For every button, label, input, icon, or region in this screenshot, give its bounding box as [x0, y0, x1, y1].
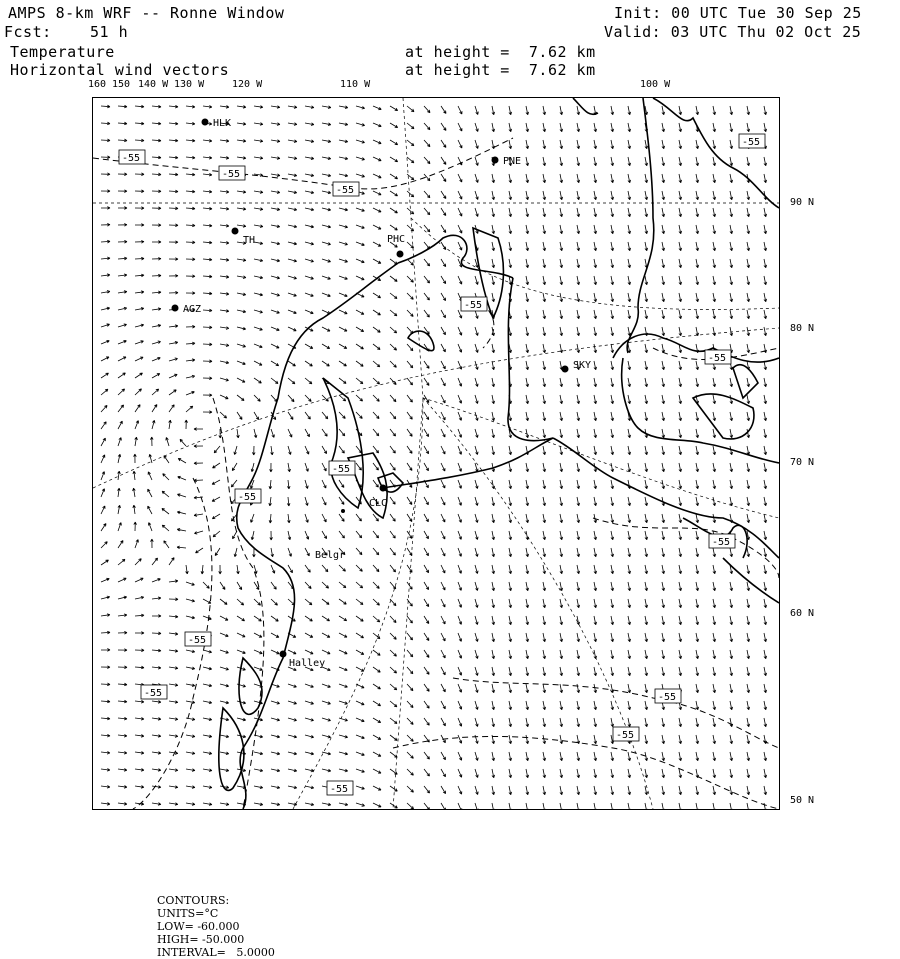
svg-text:HLK: HLK [213, 118, 232, 129]
svg-text:-55: -55 [122, 153, 141, 164]
svg-text:-55: -55 [742, 137, 761, 148]
forecast-hours: 51 h [90, 23, 129, 41]
field1-height: at height = 7.62 km [405, 43, 596, 61]
svg-text:Belgr: Belgr [315, 550, 346, 561]
wind-vector-field [101, 105, 767, 809]
map-title: AMPS 8-km WRF -- Ronne Window [8, 4, 285, 22]
station-agz [172, 304, 202, 315]
svg-text:-55: -55 [708, 353, 727, 364]
svg-text:CLC: CLC [369, 498, 388, 509]
contours-label: CONTOURS: [157, 894, 230, 907]
init-time: Init: 00 UTC Tue 30 Sep 25 [614, 4, 862, 22]
contour-label [709, 534, 735, 548]
lon-label-160: 160 [88, 79, 107, 90]
lat-label-60: 60 N [790, 608, 815, 619]
svg-text:-55: -55 [658, 692, 677, 703]
contour-label [219, 166, 245, 180]
contour-label [333, 182, 359, 196]
lat-label-50: 50 N [790, 795, 815, 806]
contour-label [655, 689, 681, 703]
station-hlk [202, 118, 232, 129]
high-value: HIGH= -50.000 [157, 933, 245, 946]
valid-time: Valid: 03 UTC Thu 02 Oct 25 [604, 23, 862, 41]
contour-label [327, 781, 353, 795]
lat-label-70: 70 N [790, 457, 815, 468]
units-label: UNITS=°C [157, 907, 219, 920]
lon-label-110: 110 W [340, 79, 371, 90]
contour-label [705, 350, 731, 364]
field2-height: at height = 7.62 km [405, 61, 596, 79]
station-sky [562, 360, 592, 373]
contour-legend [150, 881, 289, 959]
field2-name: Horizontal wind vectors [10, 61, 230, 79]
contour-label [235, 489, 261, 503]
lat-label-90: 90 N [790, 197, 815, 208]
svg-text:-55: -55 [238, 492, 257, 503]
svg-text:-55: -55 [144, 688, 163, 699]
lon-label-150: 150 [112, 79, 131, 90]
wind-arrows [101, 105, 767, 809]
lon-label-130: 130 W [174, 79, 205, 90]
station-markers [172, 118, 592, 669]
svg-text:SKY: SKY [573, 360, 592, 371]
station-th [232, 228, 256, 247]
contour-label [141, 685, 167, 699]
svg-text:TH: TH [243, 235, 256, 246]
station-pne [492, 156, 522, 167]
contour-label [329, 461, 355, 475]
map-canvas [93, 98, 779, 809]
station-halley [280, 651, 326, 670]
temperature-contours [93, 138, 779, 809]
svg-text:PHC: PHC [387, 234, 406, 245]
low-value: LOW= -60.000 [157, 920, 240, 933]
contour-label [119, 150, 145, 164]
lon-label-140: 140 W [138, 79, 169, 90]
contour-label [185, 632, 211, 646]
svg-text:PNE: PNE [503, 156, 522, 167]
svg-text:-55: -55 [464, 300, 483, 311]
lat-label-80: 80 N [790, 323, 815, 334]
svg-text:AGZ: AGZ [183, 304, 202, 315]
svg-text:-55: -55 [222, 169, 241, 180]
interval-value: INTERVAL= 5.0000 [157, 946, 275, 959]
coastlines [219, 98, 779, 809]
contour-label [739, 134, 765, 148]
lon-label-100: 100 W [640, 79, 671, 90]
svg-text:-55: -55 [330, 784, 349, 795]
field1-name: Temperature [10, 43, 115, 61]
station-clc [369, 485, 387, 510]
lon-label-120: 120 W [232, 79, 263, 90]
forecast-label: Fcst: [4, 23, 52, 41]
svg-text:-55: -55 [712, 537, 731, 548]
svg-text:-55: -55 [616, 730, 635, 741]
contour-label [461, 297, 487, 311]
svg-text:Halley: Halley [289, 658, 326, 669]
svg-text:-55: -55 [336, 185, 355, 196]
svg-text:-55: -55 [188, 635, 207, 646]
svg-text:-55: -55 [332, 464, 351, 475]
map-panel [92, 97, 780, 810]
contour-label [613, 727, 639, 741]
